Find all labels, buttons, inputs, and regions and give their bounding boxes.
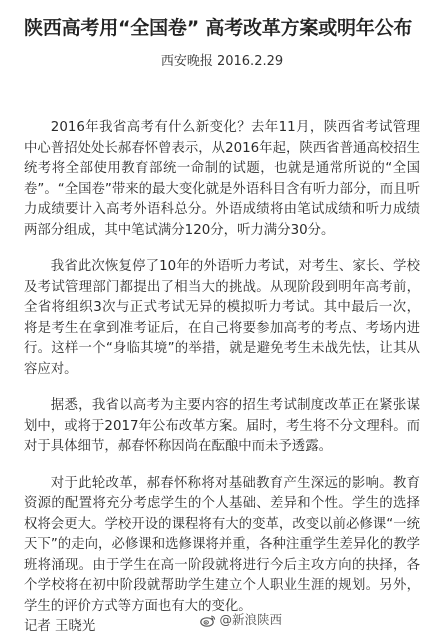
article-paragraph-2: 我省此次恢复停了10年的外语听力考试，对考生、家长、学校及考试管理部门都提出了相当大的挑战。从现阶段到明年高考前，全省将组织3次与正式考试无异的模拟听力考试。其中最后一次，将是考生在拿到准考证后，在自己将要参加高考的考点、考场内进行。这样一个“身临其境”的举措，就是避免考生未战先怯，让其从容应对。 bbox=[24, 259, 420, 377]
article-reporter: 记者 王晓光 bbox=[24, 619, 96, 634]
weibo-icon bbox=[200, 614, 216, 627]
weibo-watermark bbox=[200, 612, 282, 628]
article-byline: 西安晚报 2016.2.29 bbox=[160, 54, 284, 69]
article-paragraph-1: 2016年我省高考有什么新变化？去年11月，陕西省考试管理中心普招处处长郝春怀曾表示，从2016年起，陕西省普通高校招生统考将全部使用教育部统一命制的试题，也就是通常所说的“全国卷”。“全国卷”带来的最大变化就是外语科目含有听力部分，而且听力成绩要计入高考外语科总分。外语成绩将由笔试成绩和听力成绩两部分组成，其中笔试满分120分，听力满分30分。 bbox=[24, 120, 420, 238]
watermark-text: @新浪陕西 bbox=[219, 612, 282, 627]
article-paragraph-3: 据悉，我省以高考为主要内容的招生考试制度改革正在紧张谋划中，或将于2017年公布改革方案。届时，考生将不分文理科。而对于具体细节，郝春怀称因尚在酝酿中而未予透露。 bbox=[24, 398, 420, 454]
article-paragraph-4: 对于此轮改革，郝春怀称将对基础教育产生深远的影响。教育资源的配置将充分考虑学生的个人基础、差异和个性。学生的选择权将会更大。学校开设的课程将有大的变革，改变以前必修课“一统天下”的走向，必修课和选修课将并重，各种注重学生差异化的教学班将涌现。由于学生在高一阶段就将进行今后主攻方向的抉择，各个学校将在初中阶段就帮助学生建立个人职业生涯的规划。另外，学生的评价方式等方面也有大的变化。 bbox=[24, 475, 420, 614]
article-headline: 陕西高考用“全国卷” 高考改革方案或明年公布 bbox=[24, 17, 413, 39]
article-body bbox=[24, 118, 420, 638]
